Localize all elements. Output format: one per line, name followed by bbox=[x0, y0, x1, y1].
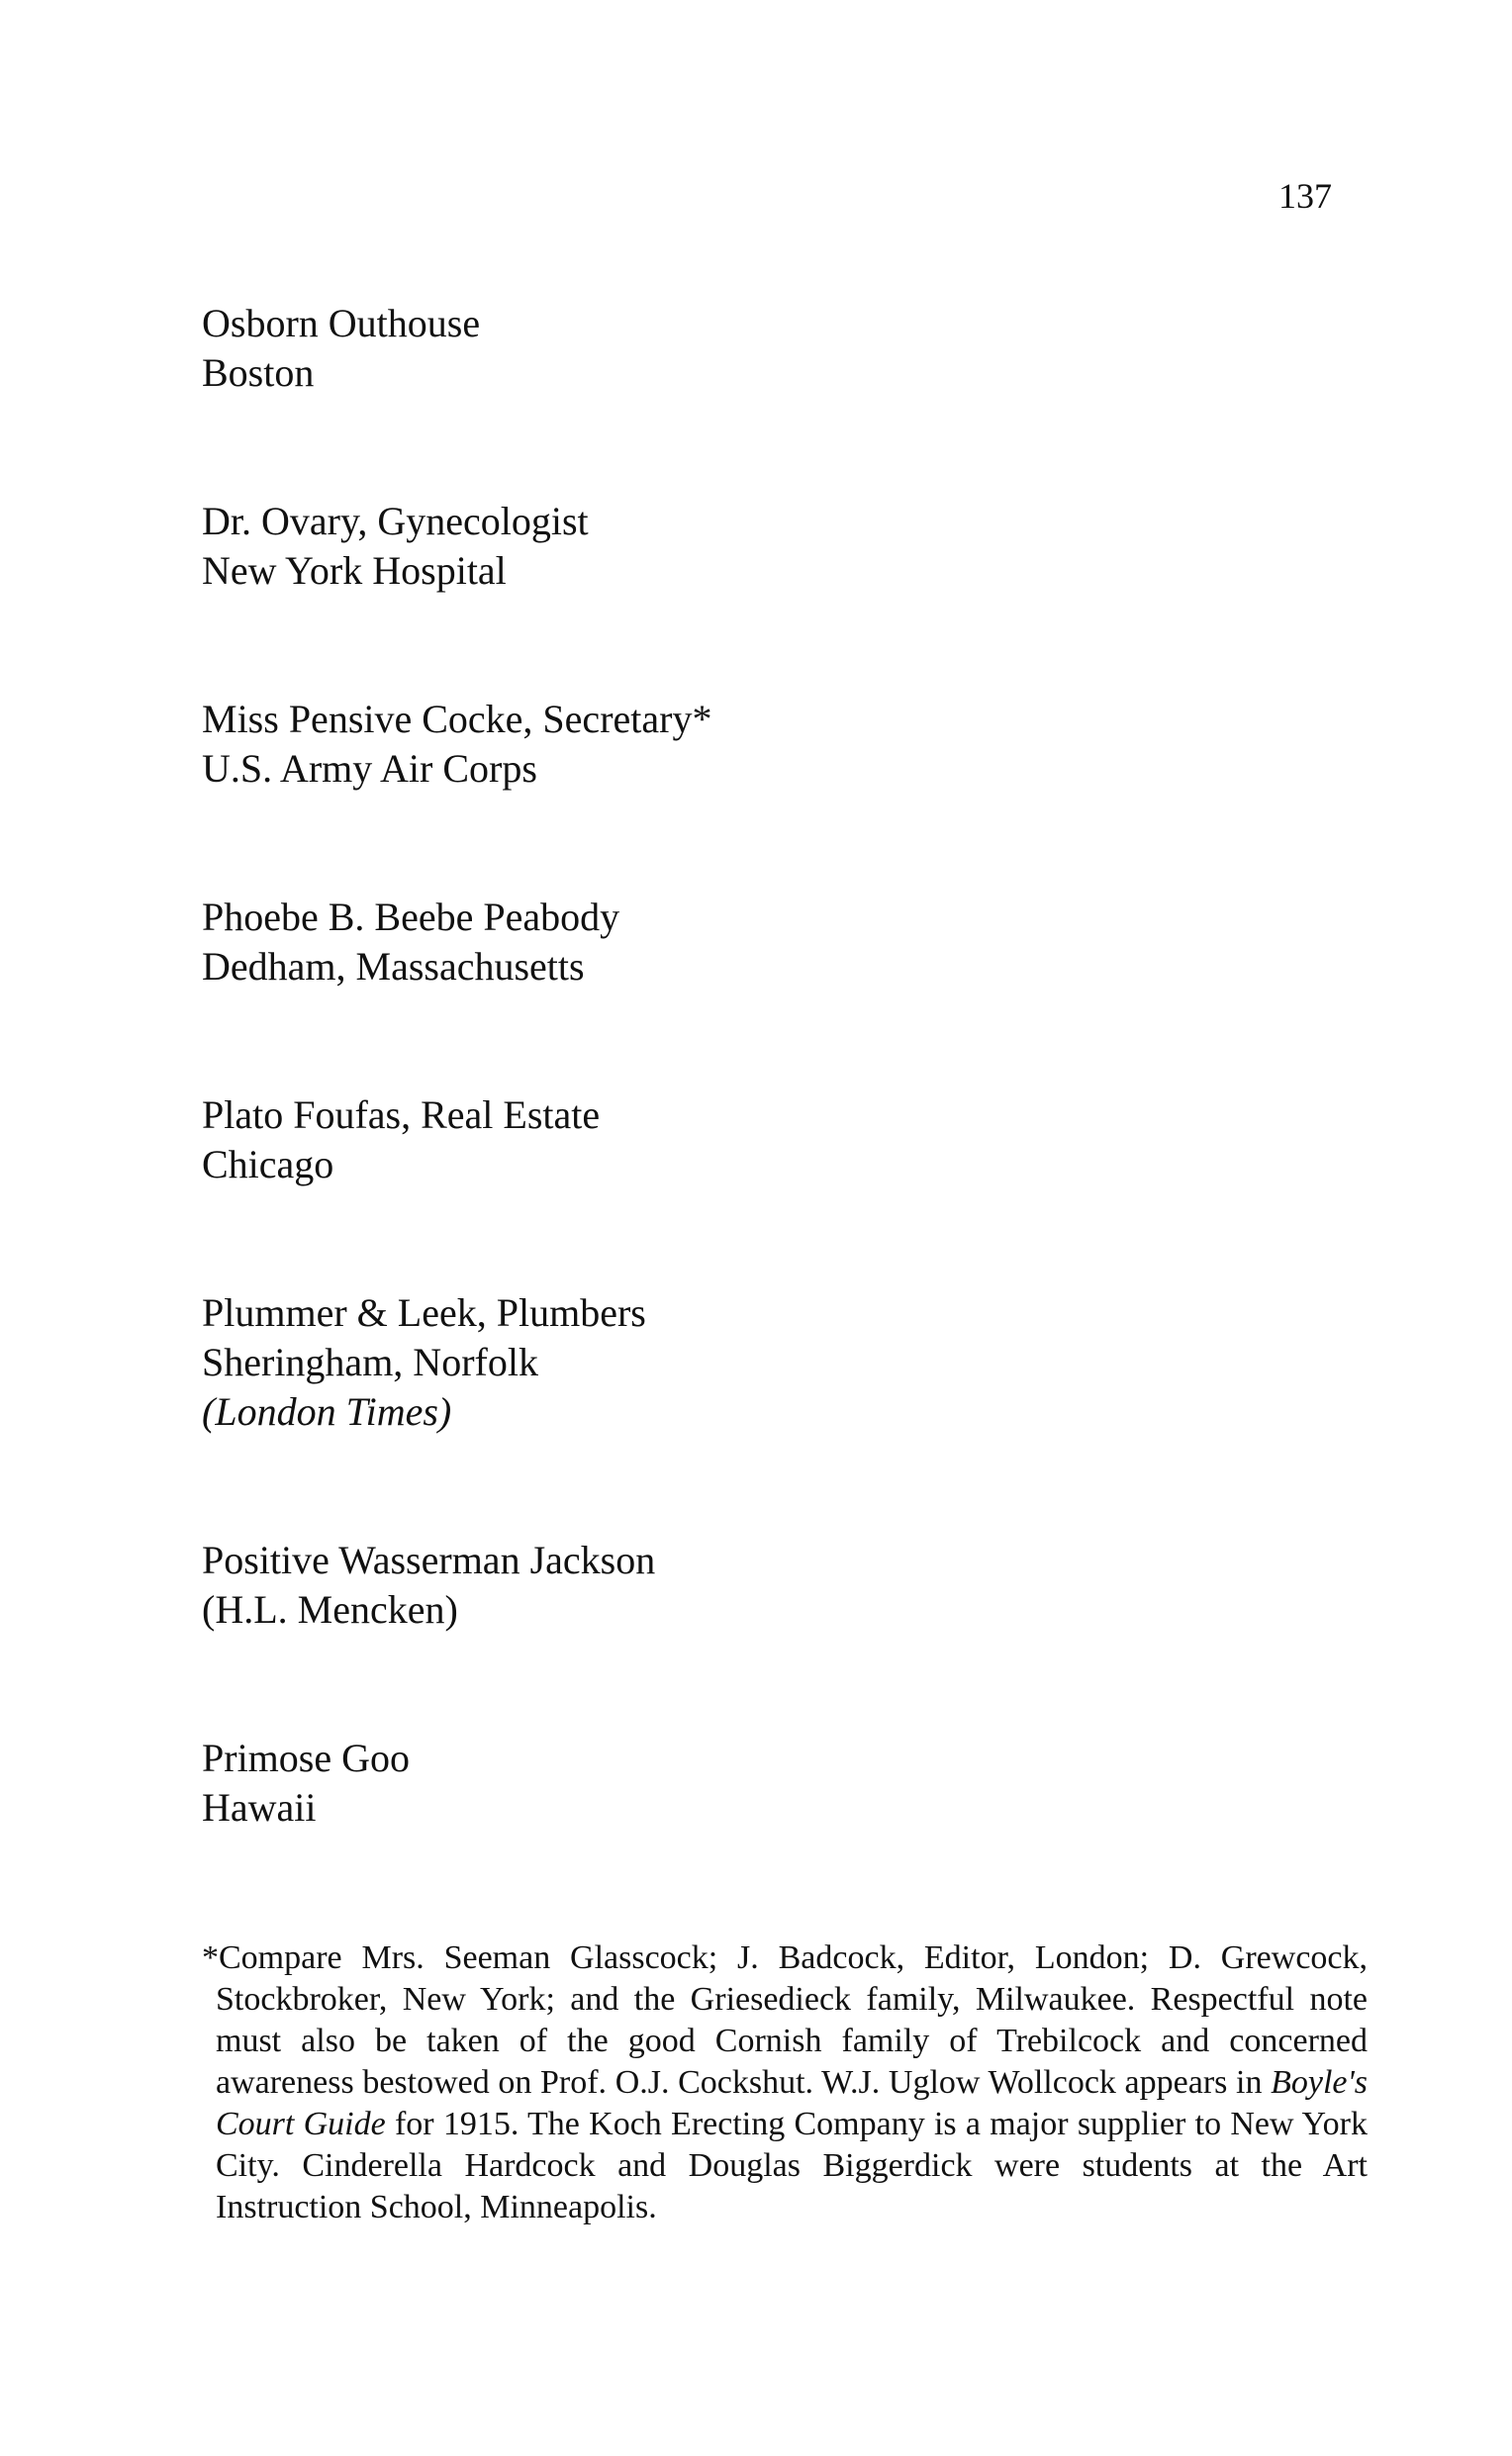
footnote bbox=[202, 1937, 1368, 2228]
entry-detail: Hawaii bbox=[202, 1785, 317, 1830]
entry-name: Positive Wasserman Jackson bbox=[202, 1538, 656, 1582]
list-item bbox=[202, 299, 480, 398]
list-item bbox=[202, 1288, 646, 1437]
list-item bbox=[202, 497, 589, 596]
entry-detail: Chicago bbox=[202, 1142, 334, 1186]
list-item bbox=[202, 893, 619, 992]
entry-detail: Boston bbox=[202, 350, 315, 395]
entry-source: (London Times) bbox=[202, 1389, 452, 1434]
entry-name: Primose Goo bbox=[202, 1736, 410, 1780]
entry-name: Osborn Outhouse bbox=[202, 301, 481, 345]
entry-detail: Sheringham, Norfolk bbox=[202, 1340, 538, 1384]
entry-detail: (H.L. Mencken) bbox=[202, 1587, 458, 1632]
entry-detail: U.S. Army Air Corps bbox=[202, 746, 537, 791]
footnote-text-part1: *Compare Mrs. Seeman Glasscock; J. Badcock, Editor, London; D. Grewcock, Stockbroker, New York; and the Griesedieck family, Milwaukee. Respectful note must also be taken of the good Cornish family of Trebilcock and concerned awareness bestowed on Prof. O.J. Cockshut. W.J. Uglow Wollcock appears in bbox=[202, 1939, 1368, 2101]
page-number: 137 bbox=[1278, 176, 1332, 216]
entry-name: Dr. Ovary, Gynecologist bbox=[202, 499, 589, 543]
entry-name: Plummer & Leek, Plumbers bbox=[202, 1290, 646, 1335]
entry-detail: New York Hospital bbox=[202, 548, 507, 593]
footnote-text-part2: for 1915. The Koch Erecting Company is a major supplier to New York City. Cinderella Hardcock and Douglas Biggerdick were students at the Art Instruction School, Minneapolis. bbox=[216, 2106, 1368, 2225]
entry-name: Phoebe B. Beebe Peabody bbox=[202, 895, 620, 939]
list-item bbox=[202, 695, 711, 794]
footnote-book-title: Boyle's Court Guide bbox=[216, 2064, 1368, 2142]
entry-name: Plato Foufas, Real Estate bbox=[202, 1092, 601, 1137]
entry-name: Miss Pensive Cocke, Secretary* bbox=[202, 697, 712, 741]
list-item bbox=[202, 1090, 600, 1189]
entry-detail: Dedham, Massachusetts bbox=[202, 944, 585, 989]
list-item bbox=[202, 1734, 410, 1833]
list-item bbox=[202, 1536, 655, 1635]
